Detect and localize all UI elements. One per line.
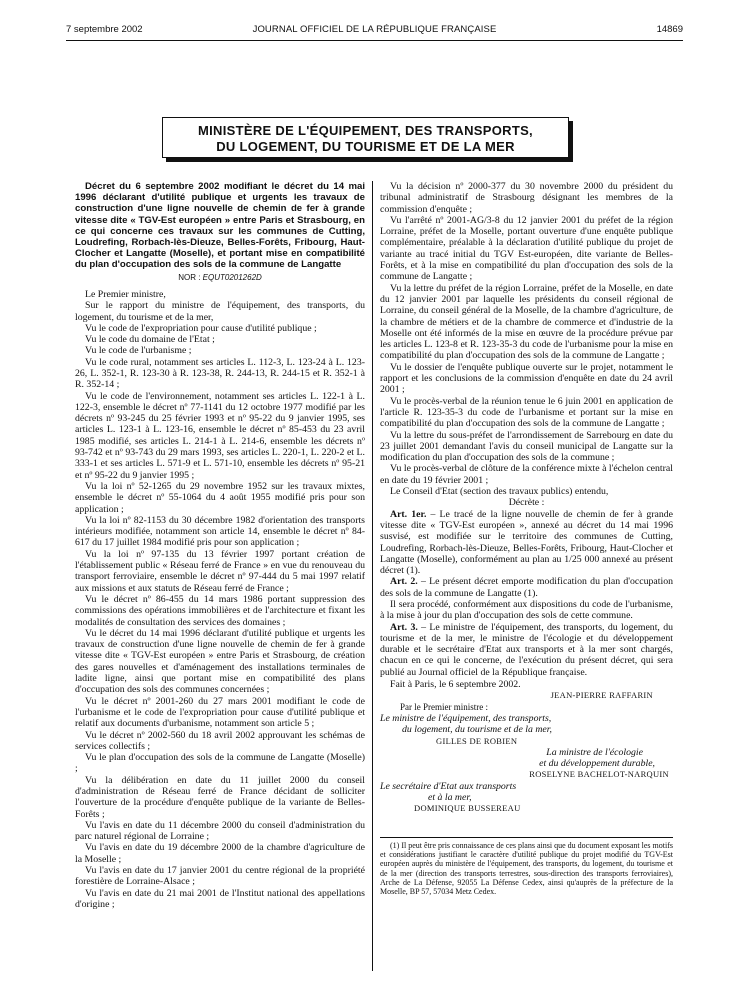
min-equipment-title-1: Le ministre de l'équipement, des transports, [380, 712, 552, 724]
visa-paragraph: Vu la loi nº 52-1265 du 29 novembre 1952 sur les travaux mixtes, ensemble le décret nº 55-1064 du 4 août 1955 modifié pris pour son application ; [75, 480, 365, 515]
article-label: Art. 3. [390, 621, 418, 633]
secretary-title-2: et à la mer, [428, 792, 472, 804]
footnote-rule [380, 837, 673, 838]
visa-paragraph: Vu la loi nº 82-1153 du 30 décembre 1982 d'orientation des transports intérieurs modifiée, notamment son article 14, ensemble le décret nº 84-617 du 17 juillet 1984 modifié pris pour son application ; [75, 514, 365, 549]
visa-paragraph: Vu la décision nº 2000-377 du 30 novembre 2000 du président du tribunal administratif de Strasbourg désignant les membres de la commission d'enquête ; [380, 181, 673, 215]
nor-label: NOR : [178, 272, 201, 282]
article-paragraph [380, 622, 673, 678]
visa-paragraph: Vu le décret nº 2001-260 du 27 mars 2001 modifiant le code de l'urbanisme et le code de l'expropriation pour cause d'utilité publique et relatif aux documents d'urbanisme, notamment son article 5 ; [75, 695, 365, 730]
left-column [75, 181, 365, 910]
visa-paragraph: Vu l'avis en date du 21 mai 2001 de l'Institut national des appellations d'origine ; [75, 887, 365, 910]
visa-paragraph: Vu le décret nº 2002-560 du 18 avril 2002 approuvant les schémas de services collectifs ; [75, 729, 365, 752]
visa-paragraph: Vu l'avis en date du 19 décembre 2000 de la chambre d'agriculture de la Moselle ; [75, 842, 365, 865]
decrete-heading: Décrète : [508, 497, 545, 509]
visa-paragraph: Vu l'arrêté nº 2001-AG/3-8 du 12 janvier 2001 du préfet de la région Lorraine, préfet de la Moselle, portant ouverture d'une enquête publique complémentaire, préalable à la déclaration d'utilité publique du projet de variante au tracé initial du TGV Est-européen, dite variante de Belles-Forêts, et à la mise en compatibilité du plan d'occupation des sols de la commune de Langatte ; [380, 214, 673, 283]
ministry-line-1: MINISTÈRE DE L'ÉQUIPEMENT, DES TRANSPORTS, [198, 123, 533, 138]
min-equipment-title-2: du logement, du tourisme et de la mer, [402, 724, 552, 736]
nor-reference [75, 272, 365, 283]
pm-name: JEAN-PIERRE RAFFARIN [550, 690, 653, 701]
article-label: Art. 2. [390, 576, 418, 588]
signature-place-date: Fait à Paris, le 6 septembre 2002. [390, 679, 521, 691]
ministry-box [162, 117, 569, 158]
article-paragraph [380, 509, 673, 577]
decree-title: Décret du 6 septembre 2002 modifiant le décret du 14 mai 1996 déclarant d'utilité publique et urgents les travaux de construction d'une ligne nouvelle de chemin de fer à grande vitesse dite « TGV-Est européen » entre Paris et Strasbourg, en ce qui concerne ces travaux sur les communes de Cutting, Loudrefing, Rorbach-lès-Dieuze, Belles-Forêts, Fribourg, Haut-Clocher et Langatte (Moselle), et portant mise en compatibilité du plan d'occupation des sols de la commune de Langatte [75, 181, 365, 271]
visa-paragraph: Vu la loi nº 97-135 du 13 février 1997 portant création de l'établissement public « Réseau ferré de France » en vue du renouveau du transport ferroviaire, ensemble le décret nº 97-444 du 5 mai 1997 relatif aux missions et aux statuts de Réseau ferré de France ; [75, 548, 365, 594]
left-paragraphs [75, 289, 365, 910]
visa-paragraph: Vu l'avis en date du 17 janvier 2001 du centre régional de la propriété forestière de Lorraine-Alsace ; [75, 865, 365, 888]
visa-paragraph: Vu la délibération en date du 11 juillet 2000 du conseil d'administration de Réseau ferré de France décidant de solliciter l'ouverture de la procédure d'enquête publique de la variante de Belles-Forêts ; [75, 774, 365, 820]
article-text: – Le présent décret emporte modification du plan d'occupation des sols de la commune de Langatte (1). [380, 576, 673, 599]
right-column [380, 181, 673, 896]
nor-code: EQUT0201262D [202, 272, 262, 282]
article-label: Art. 1er. [390, 508, 427, 520]
par-le-premier-ministre: Par le Premier ministre : [400, 701, 488, 712]
visa-paragraph: Vu le code de l'environnement, notamment ses articles L. 122-1 à L. 122-3, ensemble le décret nº 77-1141 du 12 octobre 1977 modifié par les décrets nº 93-245 du 25 février 1993 et nº 95-22 du 9 janvier 1995, ses articles L. 123-1 à L. 123-16, ensemble le décret nº 85-453 du 23 avril 1985 modifié, ses articles L. 214-1 à L. 214-6, ensemble les décrets nº 93-742 et nº 93-743 du 29 mars 1993, ses articles L. 220-1, L. 220-2 et L. 333-1 et ses articles L. 571-9 et L. 571-10, ensemble les décrets nº 95-21 et nº 95-22 du 9 janvier 1995 ; [75, 390, 365, 481]
articles [380, 509, 673, 678]
journal-title: JOURNAL OFFICIEL DE LA RÉPUBLIQUE FRANÇAISE [252, 24, 497, 35]
visa-paragraph: Vu le code rural, notamment ses articles L. 112-3, L. 123-24 à L. 123-26, L. 352-1, R. 123-30 à R. 123-38, R. 244-13, R. 244-15 et R. 352-1 à R. 352-14 ; [75, 356, 365, 391]
visa-paragraph: Vu la lettre du sous-préfet de l'arrondissement de Sarrebourg en date du 23 juillet 2001 demandant l'avis du conseil municipal de Langatte sur la modification du plan d'occupation des sols de la commune ; [380, 429, 673, 464]
visa-paragraph: Vu le décret nº 86-455 du 14 mars 1986 portant suppression des commissions des opérations immobilières et de l'architecture et fixant les modalités de consultation des services des domaines ; [75, 593, 365, 628]
visa-paragraph: Vu le code du domaine de l'Etat ; [85, 334, 215, 346]
ministry-line-2: DU LOGEMENT, DU TOURISME ET DE LA MER [216, 139, 515, 154]
min-ecology-title-2: et du développement durable, [539, 758, 655, 770]
min-ecology-name: ROSELYNE BACHELOT-NARQUIN [529, 769, 669, 780]
visa-paragraph: Vu le code de l'urbanisme ; [85, 345, 192, 357]
article-paragraph [380, 576, 673, 599]
min-equipment-name: GILLES DE ROBIEN [436, 735, 518, 746]
secretary-title-1: Le secrétaire d'Etat aux transports [380, 780, 517, 792]
header-date: 7 septembre 2002 [66, 24, 143, 35]
visa-paragraph: Vu la lettre du préfet de la région Lorraine, préfet de la Moselle, en date du 12 janvier 2001 par laquelle les présidents du conseil régional de Lorraine, du conseil général de la Moselle, de la chambre d'agriculture, de la chambre de métiers et de la chambre de commerce et d'industrie de la Moselle ont été informés de la mise en œuvre de la procédure prévue par les articles L. 123-8 et R. 123-35-3 du code de l'urbanisme pour la mise en compatibilité du plan d'occupation des sols de la commune de Langatte ; [380, 282, 673, 362]
visa-paragraph: Sur le rapport du ministre de l'équipement, des transports, du logement, du tourisme et de la mer, [75, 300, 365, 323]
visa-paragraph: Le Premier ministre, [85, 288, 166, 300]
article-text: – Le tracé de la ligne nouvelle de chemin de fer à grande vitesse dite « TGV-Est européen », annexé au décret du 14 mai 1996 susvisé, est modifiée sur le territoire des communes de Cutting, Loudrefing, Rorbach-lès-Dieuze, Belles-Forêts, Fribourg, Haut-Clocher et Langatte (Moselle), conformément au plan au 1/25 000 annexé au présent décret (1). [380, 508, 673, 577]
visa-paragraph: Vu le dossier de l'enquête publique ouverte sur le projet, notamment le rapport et les conclusions de la commission d'enquête en date du 24 avril 2001 ; [380, 361, 673, 396]
visa-paragraph: Vu le code de l'expropriation pour cause d'utilité publique ; [85, 322, 317, 334]
footnote: (1) Il peut être pris connaissance de ces plans ainsi que du document exposant les motifs et considérations justifiant le caractère d'utilité publique du projet modifié du TGV-Est européen auprès du ministère de l'équipement, des transports, du logement, du tourisme et de la mer (direction des transports terrestres, sous-direction des transports ferroviaires), Arche de La Défense, 92055 La Défense Cedex, ainsi qu'auprès de la préfecture de la Moselle, BP 57, 57034 Metz Cedex. [380, 840, 673, 897]
article-text: – Le ministre de l'équipement, des transports, du logement, du tourisme et de la mer, le ministre de l'écologie et du développement durable et le secrétaire d'Etat aux transports et à la mer sont chargés, chacun en ce qui le concerne, de l'exécution du présent décret, qui sera publié au Journal officiel de la République française. [380, 621, 673, 678]
column-separator [372, 181, 373, 971]
page-number: 14869 [656, 24, 683, 35]
visa-paragraph: Vu l'avis en date du 11 décembre 2000 du conseil d'administration du parc naturel régional de Lorraine ; [75, 819, 365, 843]
min-ecology-title-1: La ministre de l'écologie [546, 746, 643, 758]
visa-paragraph: Vu le procès-verbal de clôture de la conférence mixte à l'échelon central en date du 19 février 2001 ; [380, 463, 673, 486]
page-header [66, 24, 683, 40]
visa-paragraph: Vu le procès-verbal de la réunion tenue le 6 juin 2001 en application de l'article R. 123-35-3 du code de l'urbanisme et portant sur la mise en compatibilité du plan d'occupation des sols de la commune de Langatte ; [380, 395, 673, 430]
secretary-name: DOMINIQUE BUSSEREAU [414, 803, 521, 814]
visa-paragraph: Le Conseil d'Etat (section des travaux publics) entendu, [390, 486, 609, 498]
header-rule [66, 40, 683, 41]
article-text: Il sera procédé, conformément aux dispositions du code de l'urbanisme, à la mise à jour du plan d'occupation des sols de cette commune. [380, 598, 673, 622]
visa-paragraph: Vu le décret du 14 mai 1996 déclarant d'utilité publique et urgents les travaux de construction d'une ligne nouvelle de chemin de fer à grande vitesse dite « TGV-Est européen » entre Paris et Strasbourg, de création des gares nouvelles et d'aménagement des installations terminales de ladite ligne, ainsi que portant mise en compatibilité des plans d'occupation des sols des communes concernées ; [75, 627, 365, 696]
visa-paragraph: Vu le plan d'occupation des sols de la commune de Langatte (Moselle) ; [75, 752, 365, 775]
article-paragraph [380, 599, 673, 622]
right-paragraphs [380, 181, 673, 497]
